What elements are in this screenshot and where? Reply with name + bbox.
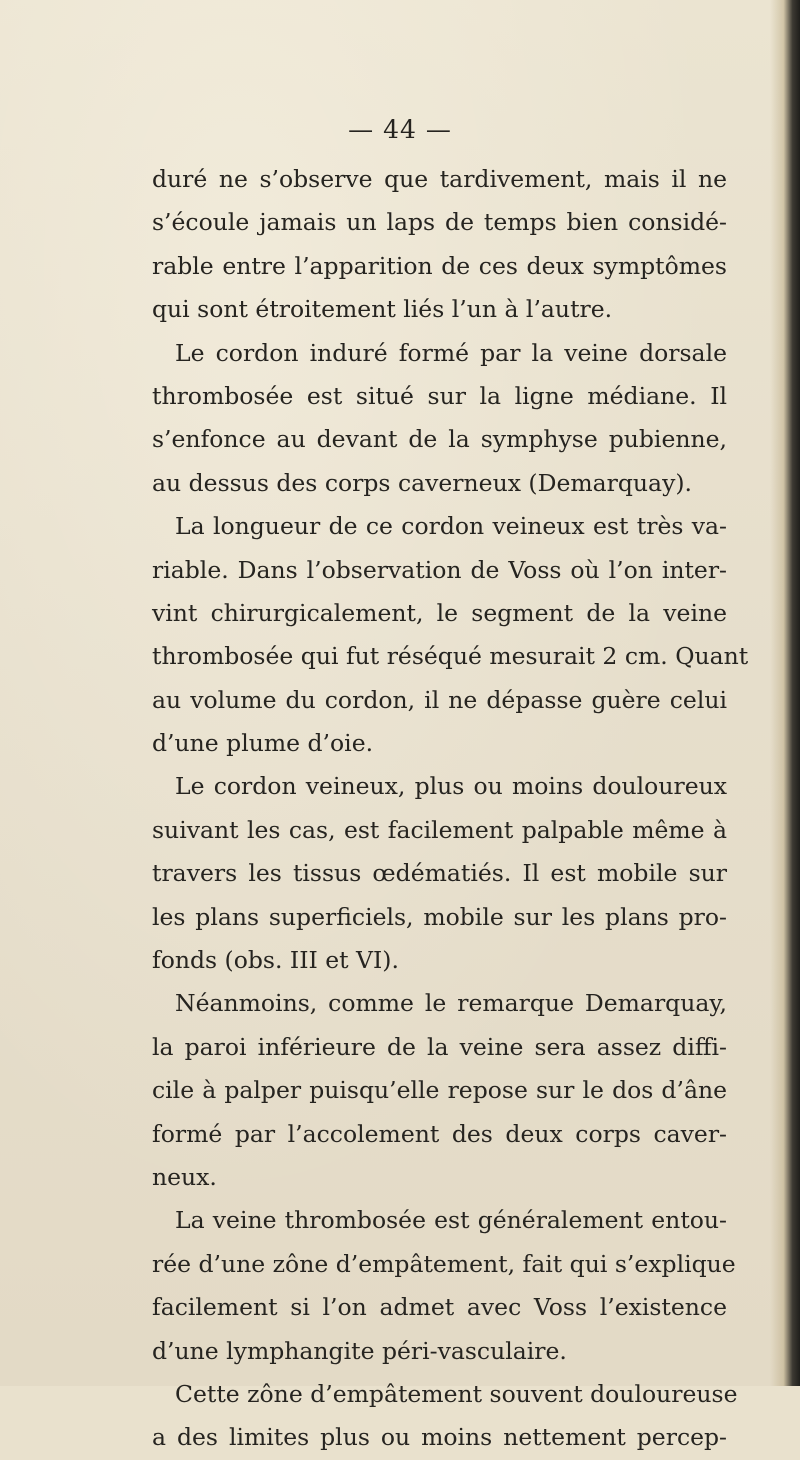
text-line: qui sont étroitement liés l’un à l’autre. (152, 295, 613, 324)
text-line: formé par l’accolement des deux corps caver- (152, 1119, 727, 1148)
text-line: La veine thrombosée est généralement entou- (175, 1206, 727, 1235)
text-line: s’enfonce au devant de la symphyse pubienne, (152, 425, 727, 454)
text-line: d’une lymphangite péri-vasculaire. (152, 1336, 567, 1365)
text-line: les plans superficiels, mobile sur les plans pro- (152, 902, 727, 931)
text-line: rable entre l’apparition de ces deux symptômes (152, 251, 727, 280)
text-line: travers les tissus œdématiés. Il est mobile sur (152, 859, 727, 888)
text-line: cile à palper puisqu’elle repose sur le dos d’âne (152, 1076, 727, 1105)
text-line: vint chirurgicalement, le segment de la veine (152, 598, 727, 627)
text-line: au volume du cordon, il ne dépasse guère celui (152, 685, 727, 714)
text-line: suivant les cas, est facilement palpable même à (152, 815, 727, 844)
text-line: thrombosée qui fut réséqué mesurait 2 cm. Quant (152, 642, 749, 671)
page-binding-shadow (770, 0, 800, 1386)
text-line: Le cordon veineux, plus ou moins douloureux (175, 772, 727, 801)
text-line: a des limites plus ou moins nettement percep- (152, 1423, 727, 1452)
text-line: riable. Dans l’observation de Voss où l’on inter- (152, 555, 727, 584)
text-line: fonds (obs. III et VI). (152, 946, 399, 975)
text-line: la paroi inférieure de la veine sera assez diffi- (152, 1032, 727, 1061)
text-line: Le cordon induré formé par la veine dorsale (175, 338, 727, 367)
text-line: facilement si l’on admet avec Voss l’existence (152, 1293, 727, 1322)
text-line: Néanmoins, comme le remarque Demarquay, (175, 989, 727, 1018)
text-line: rée d’une zône d’empâtement, fait qui s’explique (152, 1249, 736, 1278)
page-number: — 44 — (348, 115, 452, 144)
text-line: thrombosée est situé sur la ligne médiane. Il (152, 381, 727, 410)
text-line: duré ne s’observe que tardivement, mais il ne (152, 165, 727, 193)
text-line: au dessus des corps caverneux (Demarquay). (152, 468, 692, 497)
text-line: Cette zône d’empâtement souvent douloureuse (175, 1379, 738, 1408)
text-line: d’une plume d’oie. (152, 729, 374, 758)
text-line: s’écoule jamais un laps de temps bien considé- (152, 208, 727, 237)
text-line: La longueur de ce cordon veineux est très va- (175, 512, 727, 541)
text-line: neux. (152, 1162, 217, 1191)
body-text (152, 158, 749, 1460)
